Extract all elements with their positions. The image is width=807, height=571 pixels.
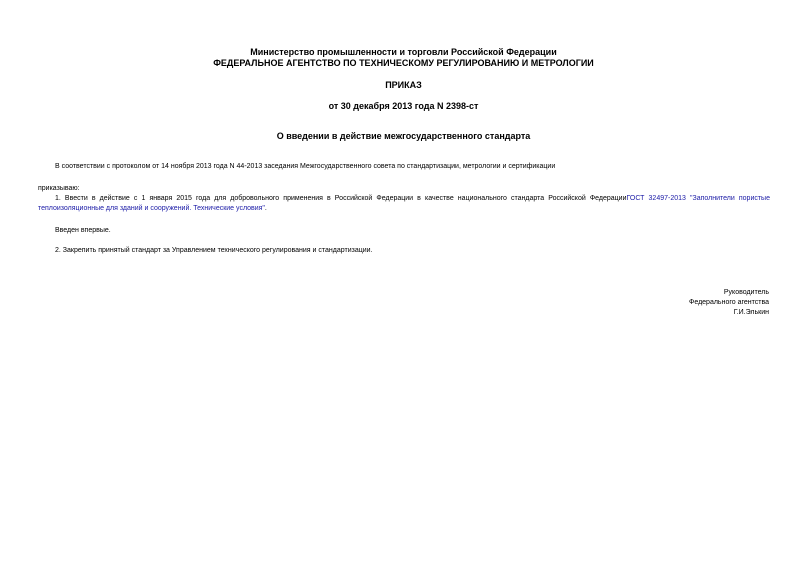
paragraph-item-1 bbox=[38, 194, 770, 214]
document-header bbox=[0, 47, 807, 69]
order-subject: О введении в действие межгосударственного стандарта bbox=[276, 131, 531, 141]
ministry-name: Министерство промышленности и торговли Российской Федерации bbox=[250, 47, 557, 57]
signature-agency: Федерального агентства bbox=[689, 299, 769, 306]
paragraph-protocol: В соответствии с протоколом от 14 ноября 2013 года N 44-2013 заседания Межгосударственного совета по стандартизации, метрологии и сертификации bbox=[55, 163, 556, 170]
signature-name: Г.И.Элькин bbox=[733, 309, 769, 316]
signature-position: Руководитель bbox=[723, 289, 769, 296]
order-date-number: от 30 декабря 2013 года N 2398-ст bbox=[328, 101, 479, 111]
paragraph-item-2: 2. Закрепить принятый стандарт за Управлением технического регулирования и стандартизации. bbox=[55, 247, 373, 254]
paragraph-order-verb: приказываю: bbox=[38, 185, 80, 192]
signature-block bbox=[689, 288, 769, 318]
gost-link[interactable]: ГОСТ 32497-2013 "Заполнители пористые теплоизоляционные для зданий и сооружений. Технические условия" bbox=[38, 195, 770, 212]
paragraph-introduced-first: Введен впервые. bbox=[55, 227, 111, 234]
order-title: ПРИКАЗ bbox=[385, 80, 422, 90]
item-1-text: 1. Ввести в действие с 1 января 2015 года для добровольного применения в Российской Федерации в качестве национального стандарта Российской Федерации bbox=[55, 195, 627, 202]
item-1-end: . bbox=[264, 205, 267, 212]
agency-name: ФЕДЕРАЛЬНОЕ АГЕНТСТВО ПО ТЕХНИЧЕСКОМУ РЕГУЛИРОВАНИЮ И МЕТРОЛОГИИ bbox=[213, 58, 594, 68]
